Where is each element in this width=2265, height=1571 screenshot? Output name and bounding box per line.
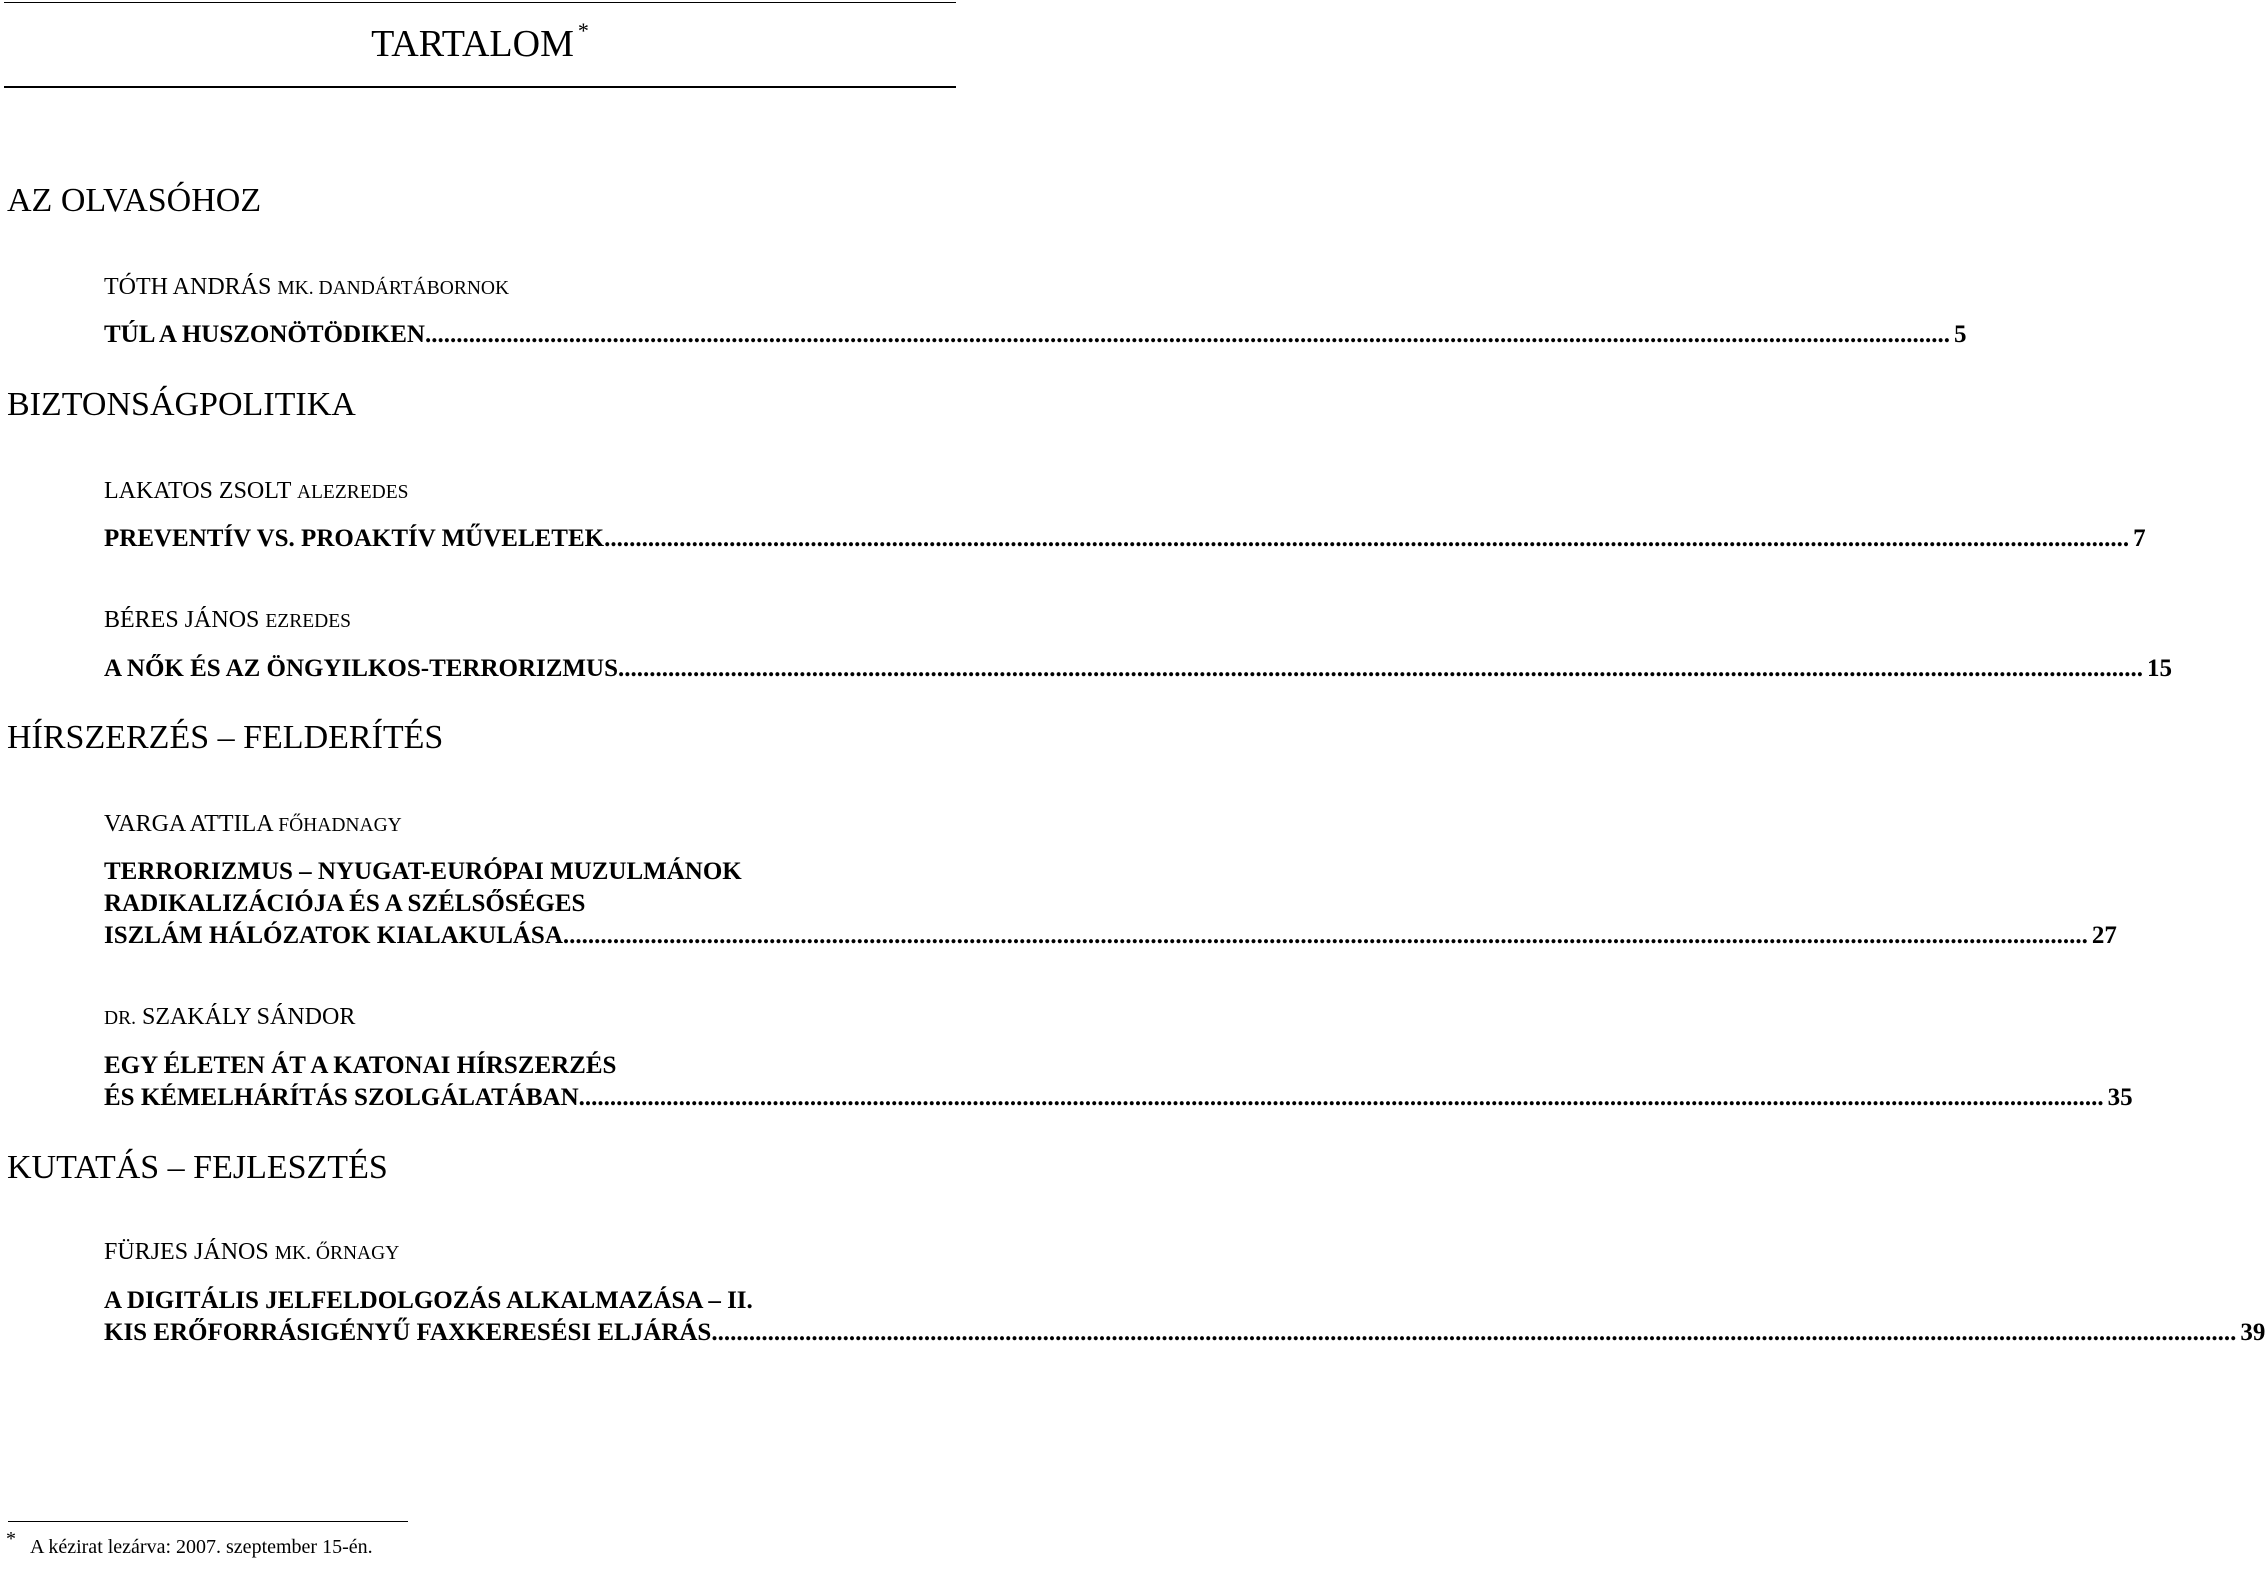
footnote — [6, 1528, 373, 1559]
author-name: VARGA ATTILA — [104, 811, 273, 837]
footnote-text: A kézirat lezárva: 2007. szeptember 15-én. — [30, 1536, 373, 1558]
toc-entry[interactable] — [104, 525, 2146, 557]
dot-leader: .................................................................................................................................................................................................................................................... — [711, 1319, 2237, 1346]
entry-author — [104, 607, 351, 634]
toc-entry-title: ÉS KÉMELHÁRÍTÁS SZOLGÁLATÁBAN — [104, 1084, 579, 1111]
author-name: SZAKÁLY SÁNDOR — [141, 1004, 356, 1030]
author-name: TÓTH ANDRÁS — [104, 274, 272, 300]
toc-entry-line[interactable] — [104, 922, 2117, 954]
toc-entry[interactable] — [104, 1287, 2265, 1351]
toc-entry-line[interactable] — [104, 321, 1967, 353]
author-rank: DR. — [104, 1008, 136, 1029]
page-number: 7 — [2133, 525, 2146, 552]
toc-entry-title-line: TERRORIZMUS – NYUGAT-EURÓPAI MUZULMÁNOK — [104, 858, 742, 885]
dot-leader: .................................................................................................................................................................................................................................................... — [578, 1084, 2104, 1111]
toc-entry[interactable] — [104, 321, 1967, 353]
page-title-text: TARTALOM — [371, 23, 574, 65]
page-number: 35 — [2107, 1084, 2133, 1111]
toc-entry-title: KIS ERŐFORRÁSIGÉNYŰ FAXKERESÉSI ELJÁRÁS — [104, 1319, 712, 1346]
page-number: 15 — [2147, 655, 2172, 682]
entry-author — [104, 1239, 399, 1266]
section-heading-hirszerzes-felderites: HÍRSZERZÉS – FELDERÍTÉS — [7, 719, 444, 756]
author-rank: MK. ŐRNAGY — [274, 1243, 400, 1264]
entry-author — [104, 1004, 355, 1031]
page-number: 39 — [2240, 1319, 2265, 1346]
toc-entry-title: TÚL A HUSZONÖTÖDIKEN — [104, 321, 425, 348]
toc-entry-title-line: A DIGITÁLIS JELFELDOLGOZÁS ALKALMAZÁSA – II. — [104, 1287, 753, 1314]
section-heading-az-olvasohoz: AZ OLVASÓHOZ — [7, 182, 262, 219]
author-rank: FŐHADNAGY — [278, 815, 402, 836]
dot-leader: .................................................................................................................................................................................................................................................... — [604, 525, 2130, 552]
page-title — [0, 18, 960, 66]
dot-leader: .................................................................................................................................................................................................................................................... — [618, 655, 2143, 682]
top-border — [4, 2, 956, 3]
toc-entry[interactable] — [104, 1052, 2133, 1116]
toc-entry-title: ISZLÁM HÁLÓZATOK KIALAKULÁSA — [104, 922, 563, 949]
author-rank: EZREDES — [265, 611, 351, 632]
toc-entry-line[interactable] — [104, 1319, 2265, 1351]
author-name: BÉRES JÁNOS — [104, 607, 260, 633]
footnote-mark: * — [6, 1528, 16, 1550]
dot-leader: .................................................................................................................................................................................................................................................... — [562, 922, 2088, 949]
title-divider — [4, 86, 956, 88]
toc-entry[interactable] — [104, 858, 2117, 954]
section-heading-kutatas-fejlesztes: KUTATÁS – FEJLESZTÉS — [7, 1149, 388, 1186]
author-name: LAKATOS ZSOLT — [104, 478, 291, 504]
toc-entry[interactable] — [104, 655, 2172, 687]
dot-leader: .................................................................................................................................................................................................................................................... — [424, 321, 1950, 348]
page-number: 5 — [1953, 321, 1967, 348]
footnote-separator — [8, 1521, 408, 1522]
title-footnote-mark[interactable]: * — [577, 18, 589, 44]
toc-entry-line[interactable] — [104, 655, 2172, 687]
section-heading-biztonsagpolitika: BIZTONSÁGPOLITIKA — [7, 386, 356, 423]
toc-entry-title: A NŐK ÉS AZ ÖNGYILKOS-TERRORIZMUS — [104, 655, 618, 682]
toc-entry-title-line: EGY ÉLETEN ÁT A KATONAI HÍRSZERZÉS — [104, 1052, 617, 1079]
toc-entry-title-line: RADIKALIZÁCIÓJA ÉS A SZÉLSŐSÉGES — [104, 890, 586, 917]
page-number: 27 — [2091, 922, 2117, 949]
entry-author — [104, 274, 509, 301]
author-rank: MK. DANDÁRTÁBORNOK — [277, 278, 510, 299]
toc-entry-line[interactable] — [104, 1084, 2133, 1116]
author-name: FÜRJES JÁNOS — [104, 1239, 269, 1265]
toc-entry-title: PREVENTÍV VS. PROAKTÍV MŰVELETEK — [104, 525, 605, 552]
author-rank: ALEZREDES — [296, 482, 409, 503]
entry-author — [104, 478, 409, 505]
entry-author — [104, 811, 402, 838]
toc-entry-line[interactable] — [104, 525, 2146, 557]
